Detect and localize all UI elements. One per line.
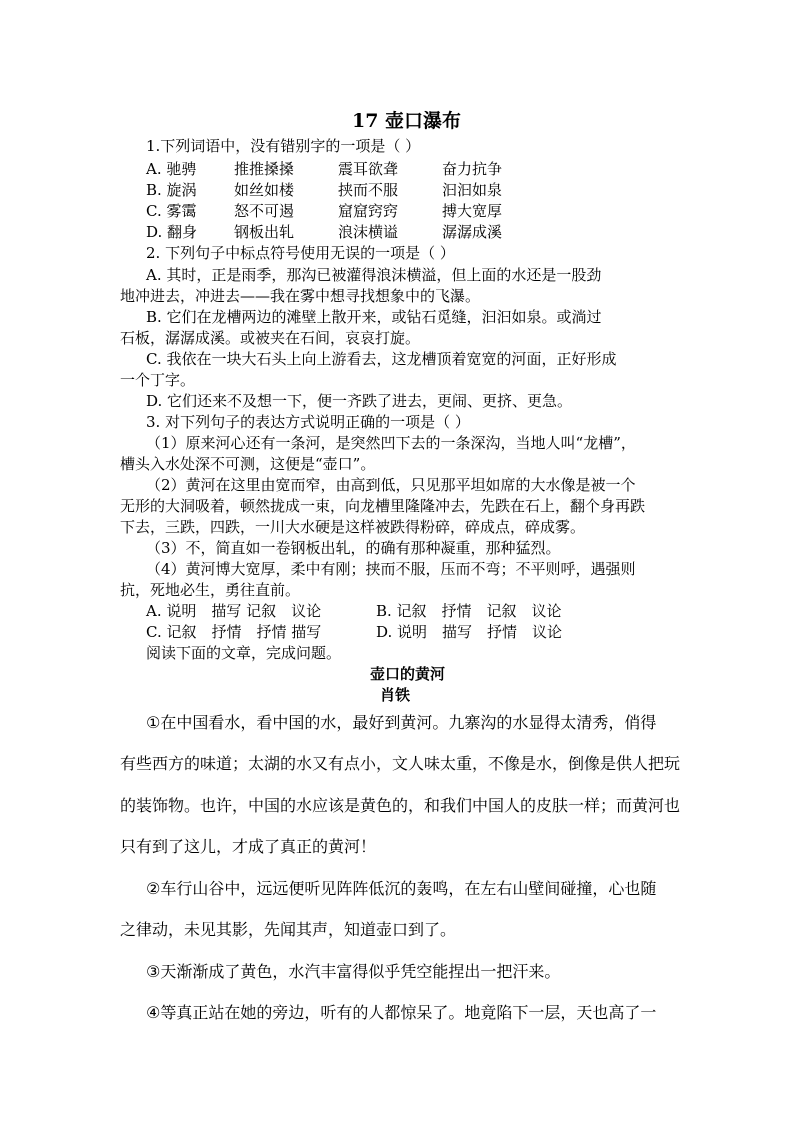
- q1-a-3: 震耳欲聋: [338, 160, 399, 178]
- q1-b-1: B. 旋涡: [146, 181, 197, 199]
- q3-option-a: A. 说明 描写 记叙 议论: [146, 602, 322, 620]
- para2-line2: 之律动，未见其影，先闻其声，知道壶口到了。: [120, 920, 457, 939]
- para2-line1: ②车行山谷中，远远便听见阵阵低沉的轰鸣，在左右山壁间碰撞，心也随: [146, 879, 657, 898]
- q3-option-d: D. 说明 描写 抒情 议论: [376, 623, 563, 641]
- para1-line1: ①在中国看水，看中国的水，最好到黄河。九寨沟的水显得太清秀，俏得: [146, 713, 657, 732]
- q1-c-1: C. 雾霭: [146, 202, 197, 220]
- q3-s4-line1: （4）黄河博大宽厚，柔中有刚；挟而不服，压而不弯；不平则呼，遇强则: [146, 560, 636, 578]
- article-author: 肖铁: [380, 686, 411, 704]
- page-title: 17 壶口瀑布: [352, 110, 462, 132]
- q1-b-2: 如丝如楼: [234, 181, 295, 199]
- q1-c-4: 搏大宽厚: [442, 202, 503, 220]
- q1-d-4: 潺潺成溪: [442, 223, 503, 241]
- q1-a-2: 推推搡搡: [234, 160, 295, 178]
- q1-row-c: [146, 201, 502, 222]
- q1-c-3: 窟窟窍窍: [338, 202, 399, 220]
- q1-b-3: 挟而不服: [338, 181, 399, 199]
- q3-s2-line1: （2）黄河在这里由宽而窄，由高到低，只见那平坦如席的大水像是被一个: [146, 476, 636, 494]
- q2-stem: 2. 下列句子中标点符号使用无误的一项是（ ）: [146, 244, 455, 262]
- q2-b-line2: 石板，潺潺成溪。或被夹在石间，哀哀打旋。: [120, 329, 421, 347]
- reading-intro: 阅读下面的文章，完成问题。: [146, 644, 342, 662]
- para1-line4: 只有到了这儿，才成了真正的黄河！: [120, 837, 377, 856]
- q2-a-line1: A. 其时，正是雨季，那沟已被灌得浪沫横溢，但上面的水还是一股劲: [146, 266, 602, 284]
- q3-s4-line2: 抗，死地必生，勇往直前。: [120, 581, 301, 599]
- q3-stem: 3. 对下列句子的表达方式说明正确的一项是（ ）: [146, 413, 470, 431]
- q3-option-c: C. 记叙 抒情 抒情 描写: [146, 623, 322, 641]
- q3-s1-line2: 槽头入水处深不可测，这便是“壶口”。: [120, 455, 376, 473]
- q3-s3: （3）不，简直如一卷钢板出轧，的确有那种凝重，那种猛烈。: [146, 539, 561, 557]
- q1-d-2: 钢板出轧: [234, 223, 295, 241]
- q1-row-a: [146, 159, 502, 180]
- q3-s2-line3: 下去，三跌，四跌，一川大水硬是这样被跌得粉碎，碎成点，碎成雾。: [120, 518, 586, 536]
- q1-row-d: [146, 222, 502, 243]
- para3-line1: ③天渐渐成了黄色，水汽丰富得似乎凭空能捏出一把汗来。: [146, 962, 561, 981]
- q2-c-line1: C. 我依在一块大石头上向上游看去，这龙槽顶着宽宽的河面，正好形成: [146, 350, 617, 368]
- para4-line1: ④等真正站在她的旁边，听有的人都惊呆了。地竟陷下一层，天也高了一: [146, 1003, 657, 1022]
- q2-c-line2: 一个丁字。: [120, 371, 196, 389]
- q1-b-4: 汩汩如泉: [442, 181, 503, 199]
- q1-row-b: [146, 180, 502, 201]
- q1-a-1: A. 驰骋: [146, 160, 197, 178]
- q1-stem: 1.下列词语中，没有错别字的一项是（ ）: [146, 137, 421, 155]
- q2-d-line1: D. 它们还来不及想一下，便一齐跌了进去，更闹、更挤、更急。: [146, 392, 573, 410]
- q3-s2-line2: 无形的大洞吸着，顿然拢成一束，向龙槽里隆隆冲去，先跌在石上，翻个身再跌: [120, 497, 646, 515]
- q2-a-line2: 地冲进去，冲进去——我在雾中想寻找想象中的飞瀑。: [120, 287, 481, 305]
- para1-line2: 有些西方的味道；太湖的水又有点小，文人味太重，不像是水，倒像是供人把玩: [120, 754, 681, 773]
- q1-d-1: D. 翻身: [146, 223, 198, 241]
- q1-a-4: 奋力抗争: [442, 160, 503, 178]
- q1-d-3: 浪沫横谥: [338, 223, 399, 241]
- para1-line3: 的装饰物。也许，中国的水应该是黄色的，和我们中国人的皮肤一样；而黄河也: [120, 796, 681, 815]
- article-title: 壶口的黄河: [370, 665, 446, 683]
- q3-option-b: B. 记叙 抒情 记叙 议论: [376, 602, 562, 620]
- q2-b-line1: B. 它们在龙槽两边的滩壁上散开来，或钻石觅缝，汩汩如泉。或淌过: [146, 308, 602, 326]
- q1-c-2: 怒不可遏: [234, 202, 295, 220]
- q3-s1-line1: （1）原来河心还有一条河，是突然凹下去的一条深沟，当地人叫“龙槽”，: [146, 434, 636, 452]
